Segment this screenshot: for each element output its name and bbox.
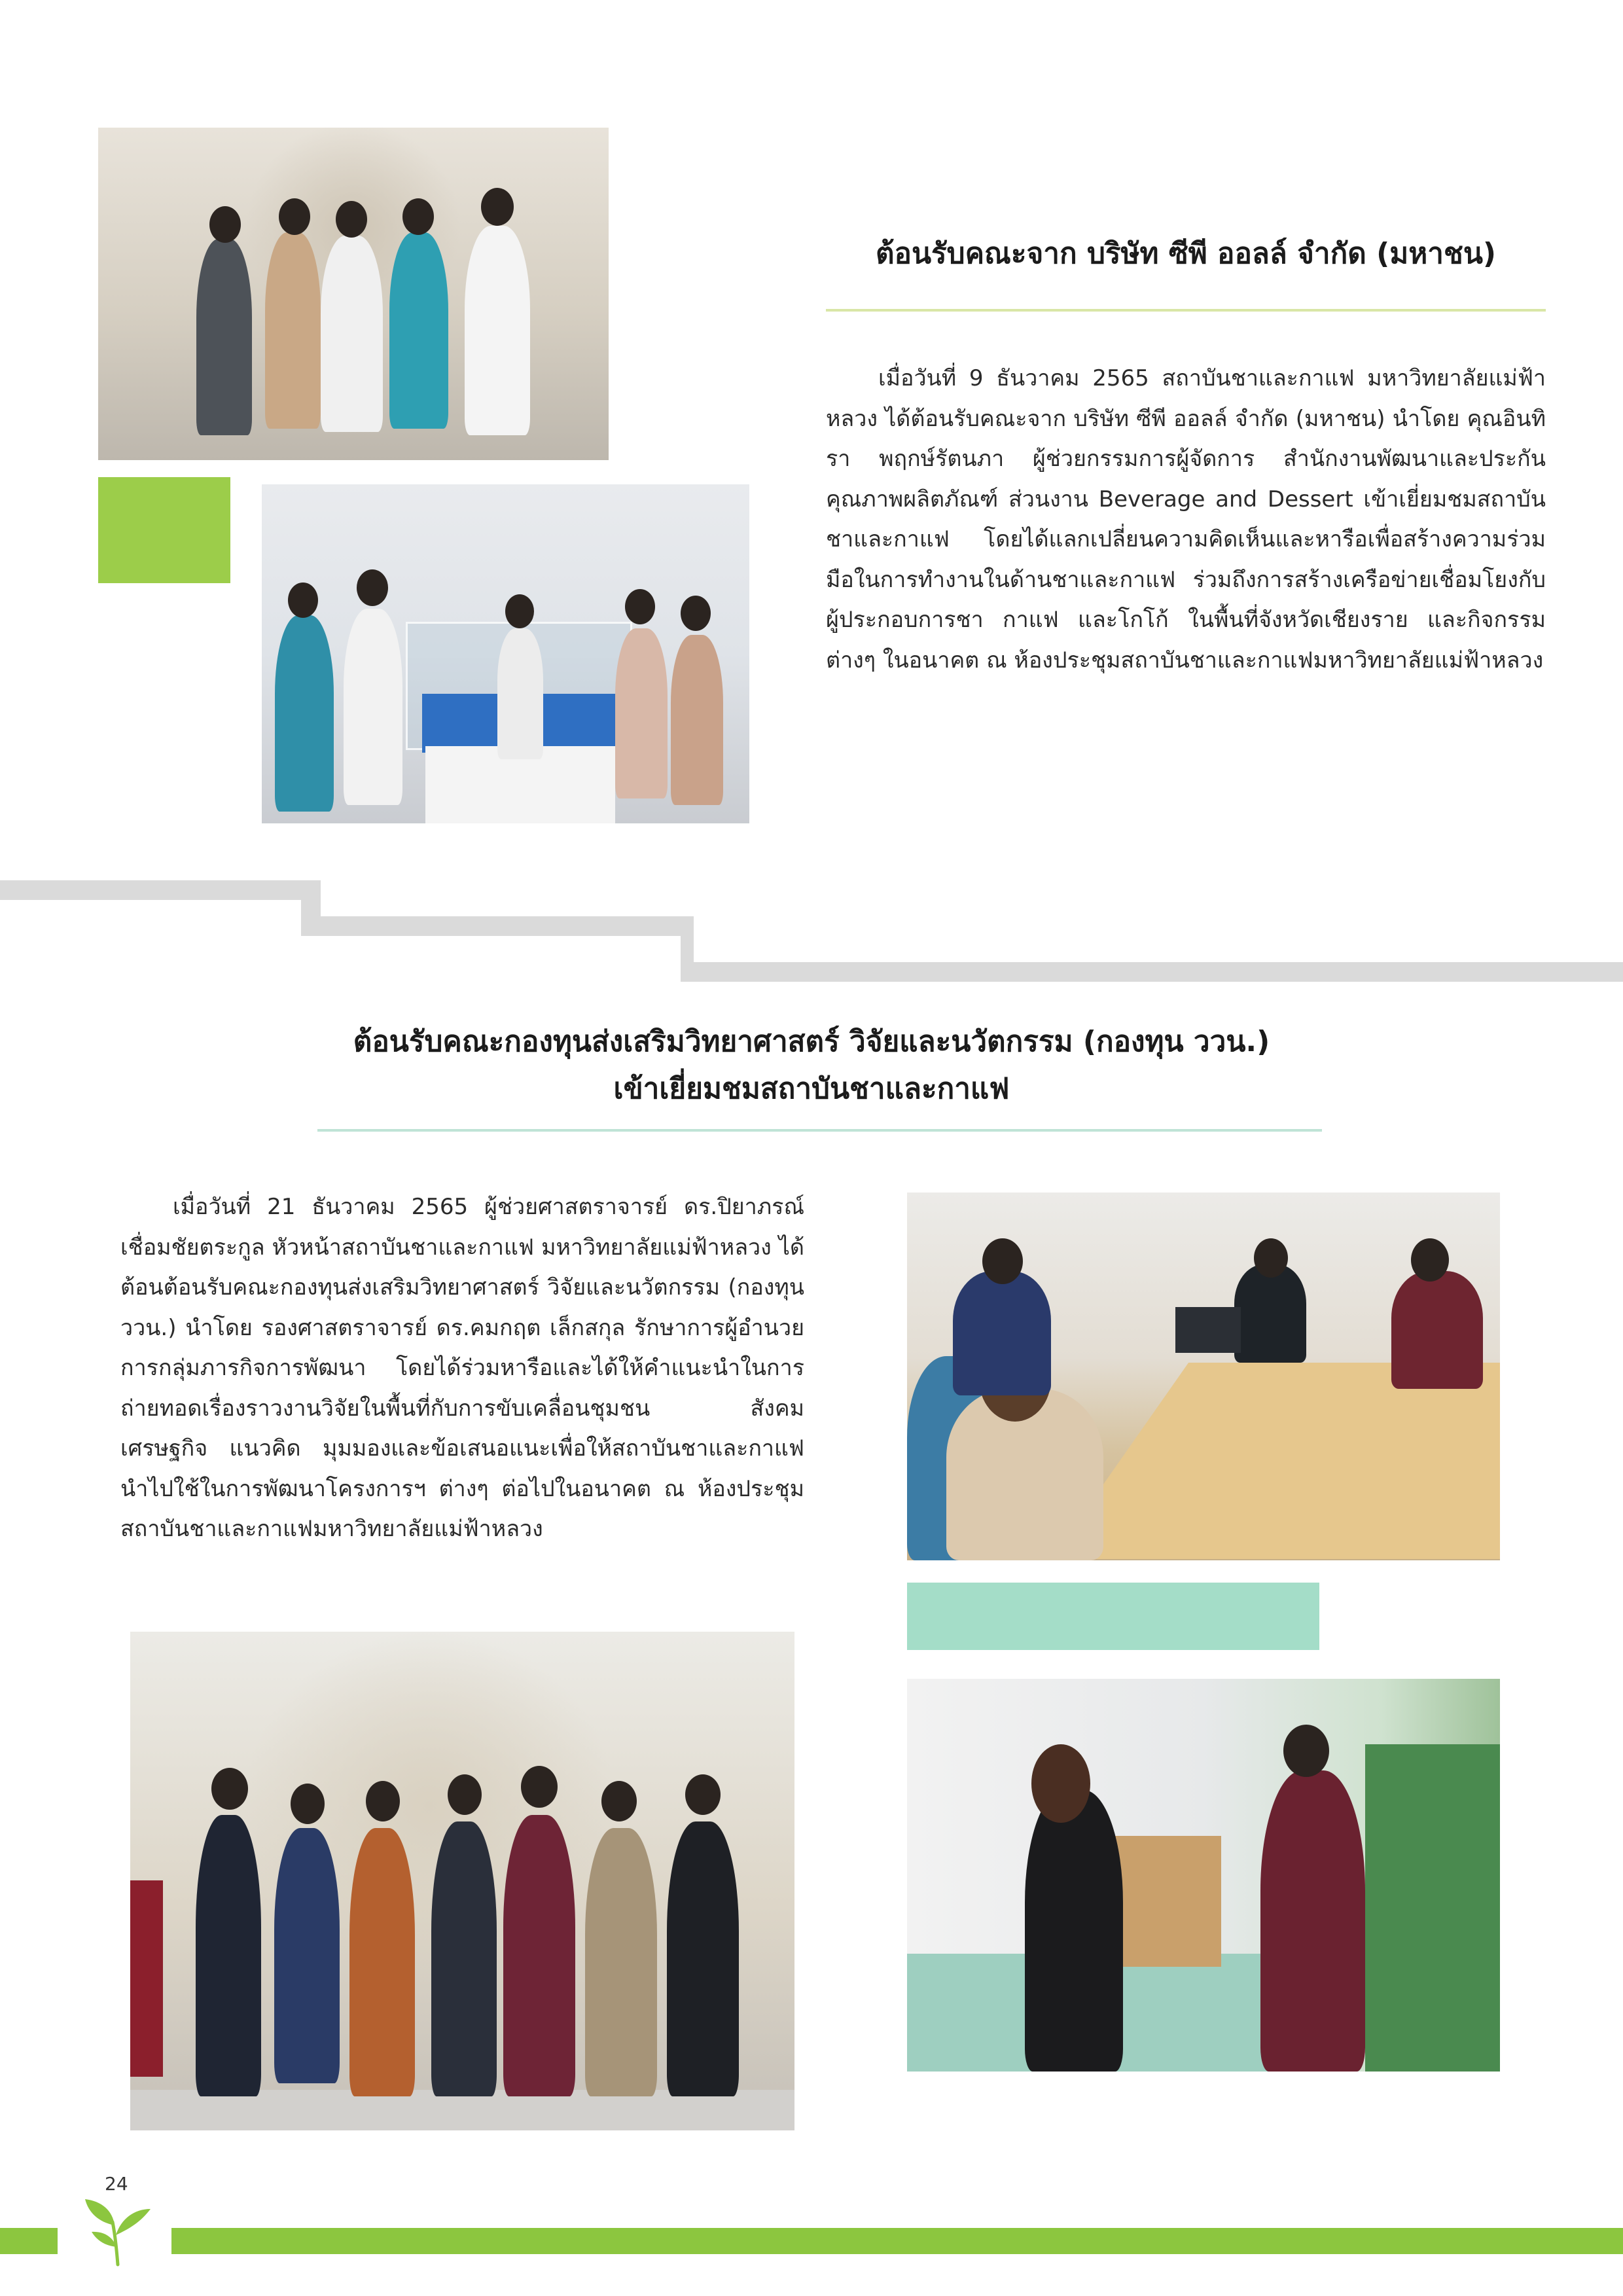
photo-cp-all-group bbox=[98, 128, 609, 460]
section2-paragraph bbox=[120, 1187, 804, 1550]
photo-tsri-group bbox=[130, 1632, 794, 2130]
section2-title-underline bbox=[317, 1129, 1322, 1132]
section1-title: ต้อนรับคณะจาก บริษัท ซีพี ออลล์ จำกัด (มหาชน) bbox=[875, 237, 1497, 270]
section2-body: เมื่อวันที่ 21 ธันวาคม 2565 ผู้ช่วยศาสตราจารย์ ดร.ปิยาภรณ์ เชื่อมชัยตระกูล หัวหน้าสถาบันชาและกาแฟ มหาวิทยาลัยแม่ฟ้าหลวง ได้ต้อนต้อนรับคณะกองทุนส่งเสริมวิทยาศาสตร์ วิจัยและนวัตกรรม (กองทุน ววน.) นำโดย รองศาสตราจารย์ ดร.คมกฤต เล็กสกุล รักษาการผู้อำนวยการกลุ่มภารกิจการพัฒนา โดยได้ร่วมหารือและได้ให้คำแนะนำในการถ่ายทอดเรื่องราวงานวิจัยในพื้นที่กับการขับเคลื่อนชุมชน สังคม เศรษฐกิจ แนวคิด มุมมองและข้อเสนอแนะเพื่อให้สถาบันชาและกาแฟ นำไปใช้ในการพัฒนาโครงการฯ ต่างๆ ต่อไปในอนาคต ณ ห้องประชุมสถาบันชาและกาแฟมหาวิทยาลัยแม่ฟ้าหลวง bbox=[120, 1194, 804, 1542]
section2-title-line1: ต้อนรับคณะกองทุนส่งเสริมวิทยาศาสตร์ วิจัยและนวัตกรรม (กองทุน ววน.) bbox=[353, 1025, 1270, 1058]
footer-green-bar-right bbox=[171, 2228, 1623, 2254]
photo-meeting-room bbox=[907, 1193, 1500, 1560]
page-number: 24 bbox=[105, 2173, 128, 2195]
section1-body: เมื่อวันที่ 9 ธันวาคม 2565 สถาบันชาและกาแฟ มหาวิทยาลัยแม่ฟ้าหลวง ได้ต้อนรับคณะจาก บริษัท ซีพี ออลล์ จำกัด (มหาชน) นำโดย คุณอินทิรา พฤกษ์รัตนภา ผู้ช่วยกรรมการผู้จัดการ สำนักงานพัฒนาและประกันคุณภาพผลิตภัณฑ์ ส่วนงาน Beverage and Dessert เข้าเยี่ยมชมสถาบันชาและกาแฟ โดยได้แลกเปลี่ยนความคิดเห็นและหารือเพื่อสร้างความร่วมมือในการทำงานในด้านชาและกาแฟ ร่วมถึงการสร้างเครือข่ายเชื่อมโยงกับผู้ประกอบการชา กาแฟ และโกโก้ ในพื้นที่จังหวัดเชียงราย และกิจกรรมต่างๆ ในอนาคต ณ ห้องประชุมสถาบันชาและกาแฟมหาวิทยาลัยแม่ฟ้าหลวง bbox=[826, 365, 1546, 673]
photo-product-display bbox=[907, 1679, 1500, 2072]
section2-title-line2: เข้าเยี่ยมชมสถาบันชาและกาแฟ bbox=[613, 1072, 1010, 1105]
section1-paragraph bbox=[826, 359, 1546, 681]
mint-accent-bar bbox=[907, 1583, 1319, 1650]
photo-cp-all-exhibit-tour bbox=[262, 484, 749, 823]
footer-green-bar-left bbox=[0, 2228, 58, 2254]
green-accent-square bbox=[98, 477, 230, 583]
section1-title-underline bbox=[826, 309, 1546, 312]
section-divider-stripes bbox=[0, 870, 1623, 988]
leaf-sprout-icon bbox=[79, 2196, 157, 2268]
